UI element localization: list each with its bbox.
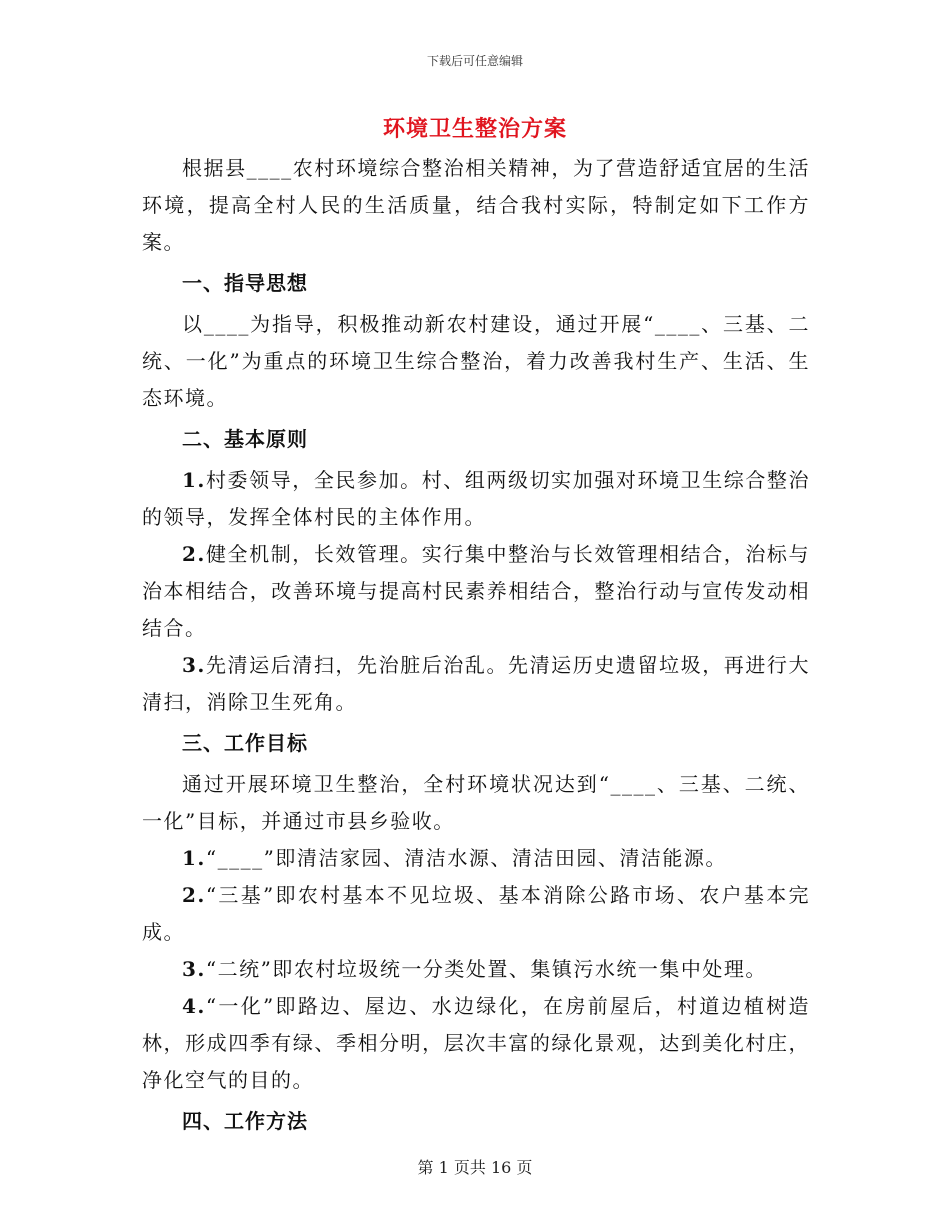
principle-item-2 — [142, 536, 810, 647]
work-goals-paragraph: 通过开展环境卫生整治，全村环境状况达到“____、三基、二统、一化”目标，并通过市县乡验收。 — [142, 772, 810, 833]
goal-item-1 — [142, 840, 810, 877]
item-text: 村委领导，全民参加。村、组两级切实加强对环境卫生综合整治的领导，发挥全体村民的主体作用。 — [142, 468, 810, 529]
item-text: “一化”即路边、屋边、水边绿化，在房前屋后，村道边植树造林，形成四季有绿、季相分明，层次丰富的绿化景观，达到美化村庄，净化空气的目的。 — [142, 994, 810, 1092]
item-number: 1. — [182, 468, 206, 492]
item-text: 先清运后清扫，先治脏后治乱。先清运历史遗留垃圾，再进行大清扫，消除卫生死角。 — [142, 653, 810, 714]
item-number: 3. — [182, 957, 206, 981]
goal-item-2 — [142, 877, 810, 951]
document-body — [142, 150, 810, 1144]
page-number: 第 1 页共 16 页 — [417, 1158, 533, 1177]
goal-item-4 — [142, 988, 810, 1099]
section-heading-work-methods: 四、工作方法 — [182, 1109, 308, 1133]
item-number: 3. — [182, 653, 206, 677]
section-heading-guiding-thought: 一、指导思想 — [182, 271, 308, 295]
item-text: “二统”即农村垃圾统一分类处置、集镇污水统一集中处理。 — [205, 957, 767, 981]
page-header-note: 下载后可任意编辑 — [426, 54, 523, 68]
item-number: 2. — [182, 542, 206, 566]
item-number: 1. — [182, 846, 206, 870]
item-text: “三基”即农村基本不见垃圾、基本消除公路市场、农户基本完成。 — [142, 883, 810, 944]
principle-item-3 — [142, 647, 810, 721]
item-text: “____”即清洁家园、清洁水源、清洁田园、清洁能源。 — [205, 846, 727, 870]
goal-item-3 — [142, 951, 810, 988]
document-title: 环境卫生整治方案 — [382, 116, 567, 142]
principle-item-1 — [142, 462, 810, 536]
section-heading-basic-principles: 二、基本原则 — [182, 427, 308, 451]
item-number: 4. — [182, 994, 206, 1018]
intro-paragraph: 根据县____农村环境综合整治相关精神，为了营造舒适宜居的生活环境，提高全村人民的生活质量，结合我村实际，特制定如下工作方案。 — [142, 156, 810, 254]
item-number: 2. — [182, 883, 206, 907]
item-text: 健全机制，长效管理。实行集中整治与长效管理相结合，治标与治本相结合，改善环境与提高村民素养相结合，整治行动与宣传发动相结合。 — [142, 542, 810, 640]
section-heading-work-goals: 三、工作目标 — [182, 731, 308, 755]
guiding-thought-paragraph: 以____为指导，积极推动新农村建设，通过开展“____、三基、二统、一化”为重点的环境卫生综合整治，着力改善我村生产、生活、生态环境。 — [142, 312, 810, 410]
